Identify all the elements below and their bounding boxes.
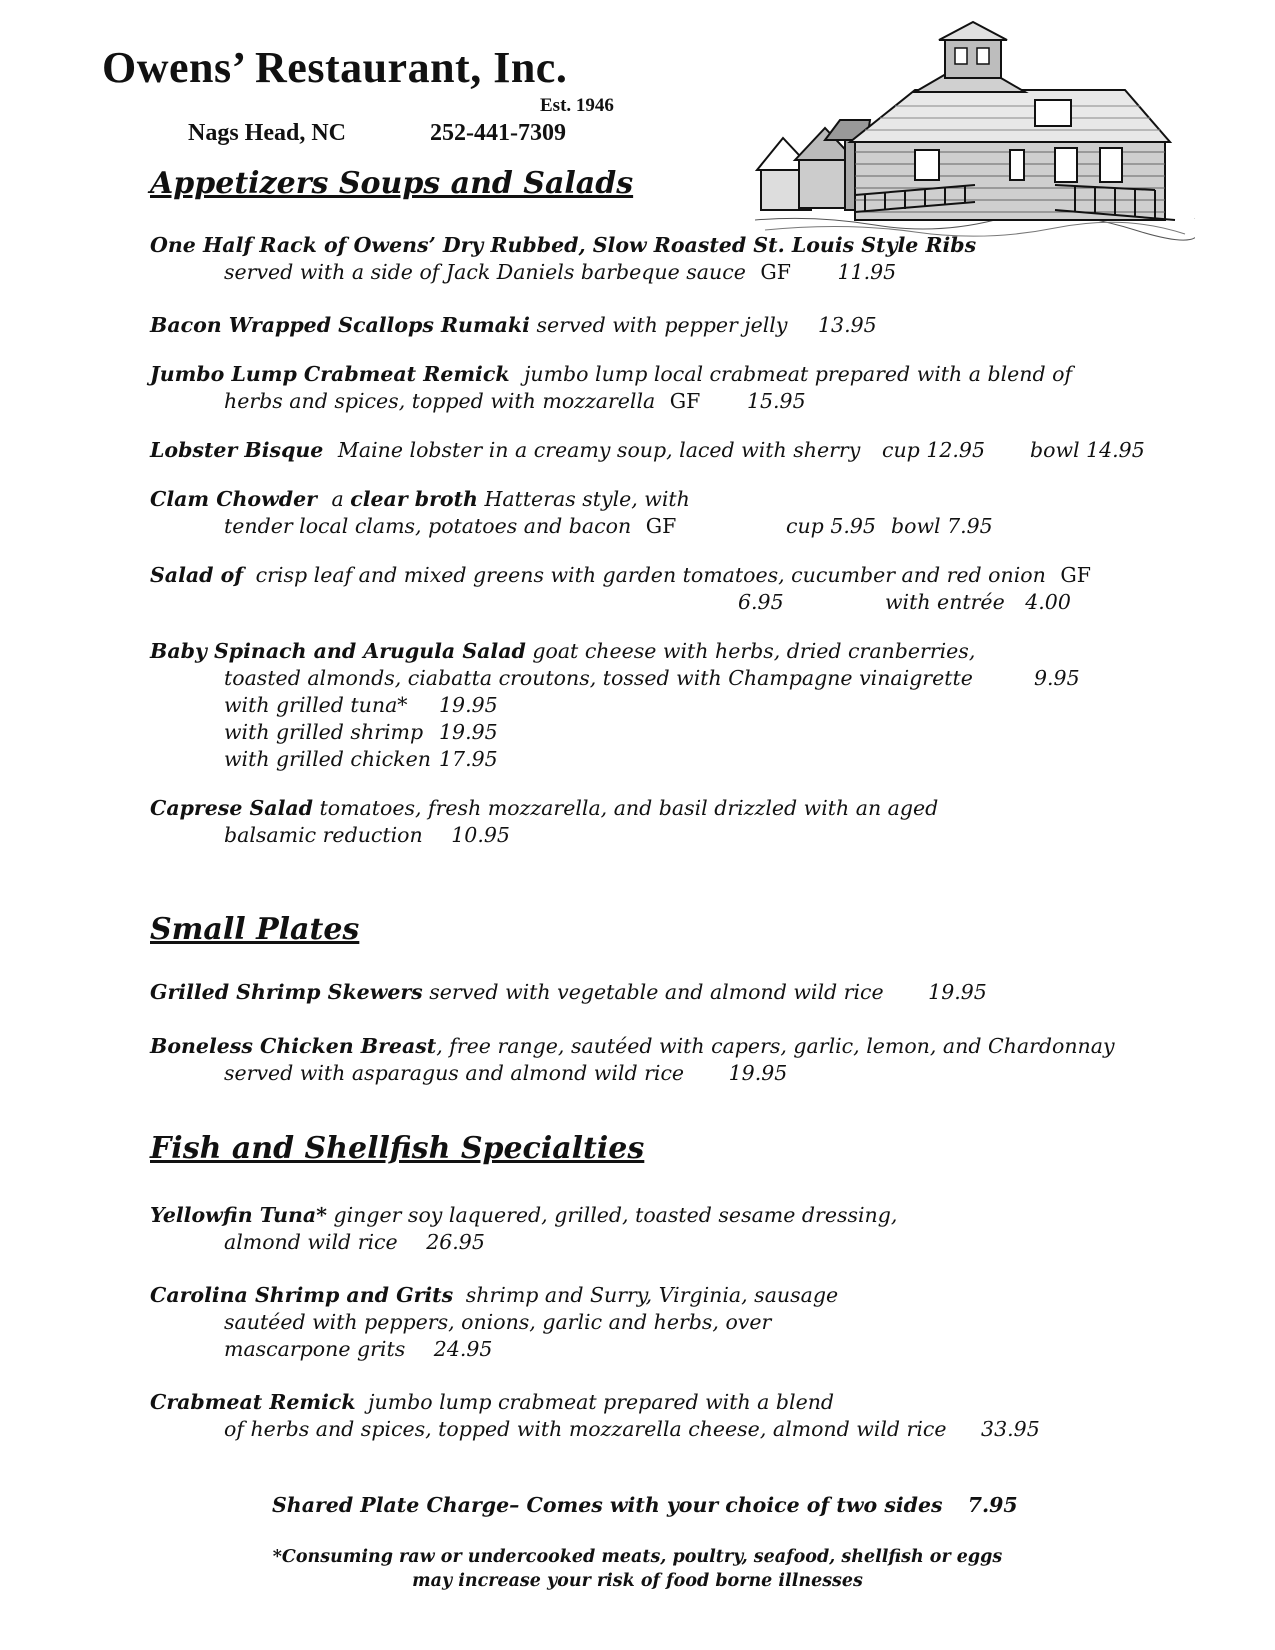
item-description: a — [331, 487, 344, 511]
menu-item-caprese-line1 — [150, 796, 938, 820]
gluten-free-tag: GF — [1060, 563, 1091, 587]
menu-item-ribs-name — [150, 233, 976, 257]
item-description: of herbs and spices, topped with mozzarella cheese, almond wild rice — [224, 1417, 947, 1441]
shared-plate-charge — [272, 1493, 1018, 1517]
item-name: One Half Rack of Owens’ Dry Rubbed, Slow Roasted St. Louis Style Ribs — [150, 233, 977, 257]
disclaimer-line2: may increase your risk of food borne illnesses — [412, 1571, 863, 1591]
item-description: shrimp and Surry, Virginia, sausage — [465, 1283, 839, 1307]
item-price: 11.95 — [837, 260, 897, 284]
gluten-free-tag: GF — [669, 389, 701, 413]
item-name: Salad of — [150, 563, 244, 587]
menu-item-chicken-line1 — [150, 1034, 1115, 1058]
item-description: crisp leaf and mixed greens with garden tomatoes, cucumber and red onion — [255, 563, 1046, 587]
item-name: Baby Spinach and Arugula Salad — [150, 639, 526, 663]
item-description: goat cheese with herbs, dried cranberries, — [532, 639, 976, 663]
spinach-addon-shrimp — [224, 720, 498, 744]
menu-item-tuna-line1 — [150, 1203, 897, 1227]
addon-price: 19.95 — [439, 720, 498, 744]
chowder-bowl-price: bowl 7.95 — [891, 514, 993, 538]
item-name: Bacon Wrapped Scallops Rumaki — [150, 313, 530, 337]
item-description: served with asparagus and almond wild rice — [224, 1061, 685, 1085]
spinach-addon-tuna — [224, 693, 498, 717]
menu-item-ribs-detail — [224, 260, 896, 284]
item-description: jumbo lump local crabmeat prepared with a blend of — [524, 362, 1073, 386]
menu-item-caprese-line2 — [224, 823, 510, 847]
item-name: Crabmeat Remick — [150, 1390, 356, 1414]
item-description: Hatteras style, with — [484, 487, 690, 511]
menu-item-bisque — [150, 438, 860, 462]
phone-number: 252-441-7309 — [430, 120, 566, 146]
item-name: Lobster Bisque — [150, 438, 324, 462]
bisque-bowl-price: bowl 14.95 — [1030, 438, 1145, 462]
addon-label: with grilled tuna* — [224, 693, 408, 717]
item-description: mascarpone grits — [224, 1337, 406, 1361]
disclaimer-line1: *Consuming raw or undercooked meats, poultry, seafood, shellfish or eggs — [272, 1547, 1003, 1567]
chowder-cup-price: cup 5.95 — [786, 514, 876, 538]
gluten-free-tag: GF — [645, 514, 677, 538]
menu-item-grits-line2: sautéed with peppers, onions, garlic and herbs, over — [224, 1310, 772, 1334]
item-description: served with vegetable and almond wild rice — [429, 980, 884, 1004]
addon-label: with grilled chicken — [224, 747, 431, 771]
item-name: Clam Chowder — [150, 487, 317, 511]
addon-label: with grilled shrimp — [224, 720, 424, 744]
menu-item-rumaki — [150, 313, 877, 337]
item-name: Yellowfin Tuna* — [150, 1203, 327, 1227]
addon-price: 19.95 — [439, 693, 498, 717]
item-description: Maine lobster in a creamy soup, laced with sherry — [337, 438, 861, 462]
restaurant-name: Owens’ Restaurant, Inc. — [102, 43, 568, 92]
menu-item-crab-remick-line1 — [150, 1390, 834, 1414]
item-name: Jumbo Lump Crabmeat Remick — [150, 362, 510, 386]
salad-price: 6.95 — [738, 590, 784, 614]
menu-item-chowder-line1 — [150, 487, 690, 511]
menu-item-chicken-line2 — [224, 1061, 787, 1085]
item-name: Caprese Salad — [150, 796, 313, 820]
item-price: 33.95 — [981, 1417, 1040, 1441]
menu-item-chowder-line2 — [224, 514, 676, 538]
item-description: , free range, sautéed with capers, garlic, lemon, and Chardonnay — [436, 1034, 1115, 1058]
item-description: almond wild rice — [224, 1230, 398, 1254]
bisque-cup-price: cup 12.95 — [882, 438, 986, 462]
item-price: 10.95 — [451, 823, 510, 847]
menu-item-spinach-line2: toasted almonds, ciabatta croutons, tossed with Champagne vinaigrette — [224, 666, 973, 690]
menu-item-spinach-line1 — [150, 639, 975, 663]
item-price: 26.95 — [426, 1230, 485, 1254]
item-price: 13.95 — [817, 313, 877, 337]
item-price: 19.95 — [928, 980, 987, 1004]
item-price: 19.95 — [728, 1061, 788, 1085]
item-description: balsamic reduction — [224, 823, 423, 847]
item-description: tomatoes, fresh mozzarella, and basil drizzled with an aged — [319, 796, 939, 820]
item-description: ginger soy laquered, grilled, toasted sesame dressing, — [333, 1203, 898, 1227]
with-entree-label: with entrée — [885, 590, 1005, 614]
section-title-fish: Fish and Shellfish Specialties — [150, 1131, 645, 1166]
menu-item-tuna-line2 — [224, 1230, 485, 1254]
restaurant-building-illustration — [755, 20, 1195, 245]
menu-item-salad — [150, 563, 1091, 587]
menu-item-remick-line2 — [224, 389, 806, 413]
menu-item-crab-remick-line2 — [224, 1417, 1040, 1441]
addon-price: 17.95 — [439, 747, 498, 771]
location: Nags Head, NC — [188, 120, 347, 146]
section-title-small-plates: Small Plates — [150, 912, 360, 947]
menu-item-grits-line1 — [150, 1283, 838, 1307]
menu-item-grits-line3 — [224, 1337, 492, 1361]
item-description-highlight: clear broth — [350, 487, 478, 511]
shared-plate-label: Shared Plate Charge– Comes with your choice of two sides — [272, 1493, 943, 1517]
item-description: served with pepper jelly — [536, 313, 788, 337]
item-name: Boneless Chicken Breast — [150, 1034, 437, 1058]
salad-with-entree — [885, 590, 1071, 614]
established-year: Est. 1946 — [540, 95, 614, 116]
spinach-addon-chicken — [224, 747, 498, 771]
item-name: Carolina Shrimp and Grits — [150, 1283, 454, 1307]
item-description: jumbo lump crabmeat prepared with a blend — [368, 1390, 835, 1414]
gluten-free-tag: GF — [760, 260, 791, 284]
shared-plate-price: 7.95 — [967, 1493, 1018, 1517]
spinach-price: 9.95 — [1034, 666, 1080, 690]
with-entree-price: 4.00 — [1025, 590, 1071, 614]
menu-item-skewers — [150, 980, 987, 1004]
item-description: served with a side of Jack Daniels barbeque sauce — [224, 260, 746, 284]
item-description: herbs and spices, topped with mozzarella — [224, 389, 656, 413]
item-price: 15.95 — [746, 389, 806, 413]
item-name: Grilled Shrimp Skewers — [150, 980, 423, 1004]
item-description: tender local clams, potatoes and bacon — [224, 514, 632, 538]
section-title-appetizers: Appetizers Soups and Salads — [150, 166, 634, 201]
menu-item-remick-line1 — [150, 362, 1072, 386]
item-price: 24.95 — [433, 1337, 493, 1361]
